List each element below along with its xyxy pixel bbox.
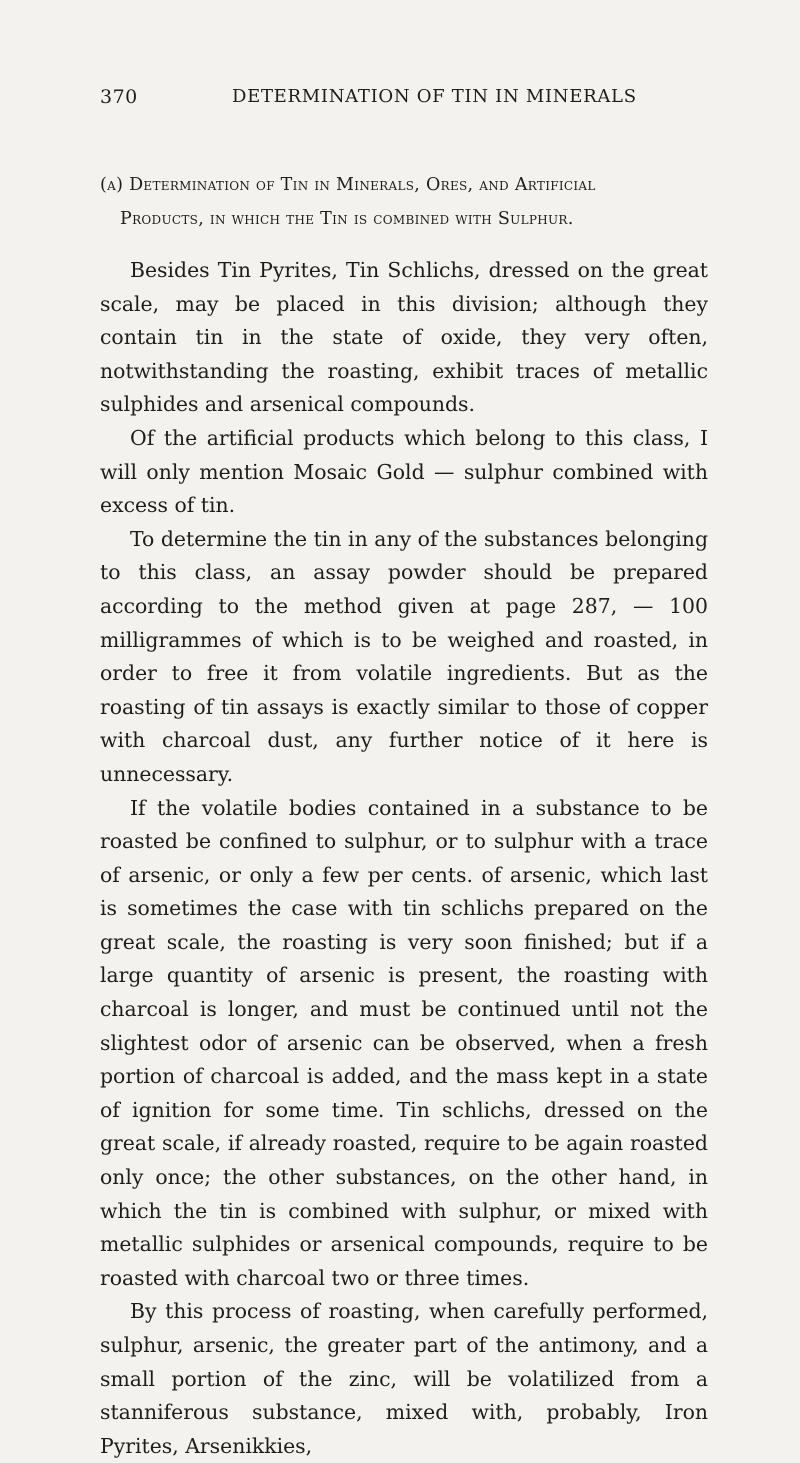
section-heading	[100, 168, 710, 236]
paragraph: Besides Tin Pyrites, Tin Schlichs, dressed on the great scale, may be placed in this division; although they contain tin in the state of oxide, they very often, notwithstanding the roasting, exhibit traces of metallic sulphides and arsenical compounds.	[100, 258, 708, 417]
paragraph: To determine the tin in any of the substances belonging to this class, an assay powder should be prepared according to the method given at page 287, — 100 milligrammes of which is to be weighed and roasted, in order to free it from volatile ingredients. But as the roasting of tin assays is exactly similar to those of copper with charcoal dust, any further notice of it here is unnecessary.	[100, 526, 708, 786]
section-heading-line-1: (a) Determination of Tin in Minerals, Ores, and Artificial	[100, 175, 596, 195]
paragraph: By this process of roasting, when carefully performed, sulphur, arsenic, the greater part of the antimony, and a small portion of the zinc, will be volatilized from a stanniferous substance, mixed with, probably, Iron Pyrites, Arsenikkies,	[100, 1299, 708, 1458]
body-text	[100, 254, 708, 1463]
running-title: DETERMINATION OF TIN IN MINERALS	[232, 86, 637, 107]
running-head	[100, 86, 700, 116]
section-heading-line-2: Products, in which the Tin is combined with Sulphur.	[120, 209, 574, 229]
page-number: 370	[100, 86, 138, 108]
paragraph: If the volatile bodies contained in a substance to be roasted be confined to sulphur, or to sulphur with a trace of arsenic, or only a few per cents. of arsenic, which last is sometimes the case with tin schlichs prepared on the great scale, the roasting is very soon finished; but if a large quantity of arsenic is present, the roasting with charcoal is longer, and must be continued until not the slightest odor of arsenic can be observed, when a fresh portion of charcoal is added, and the mass kept in a state of ignition for some time. Tin schlichs, dressed on the great scale, if already roasted, require to be again roasted only once; the other substances, on the other hand, in which the tin is combined with sulphur, or mixed with metallic sulphides or arsenical compounds, require to be roasted with charcoal two or three times.	[100, 795, 708, 1290]
paragraph: Of the artificial products which belong to this class, I will only mention Mosaic Gold — sulphur combined with excess of tin.	[100, 425, 708, 518]
